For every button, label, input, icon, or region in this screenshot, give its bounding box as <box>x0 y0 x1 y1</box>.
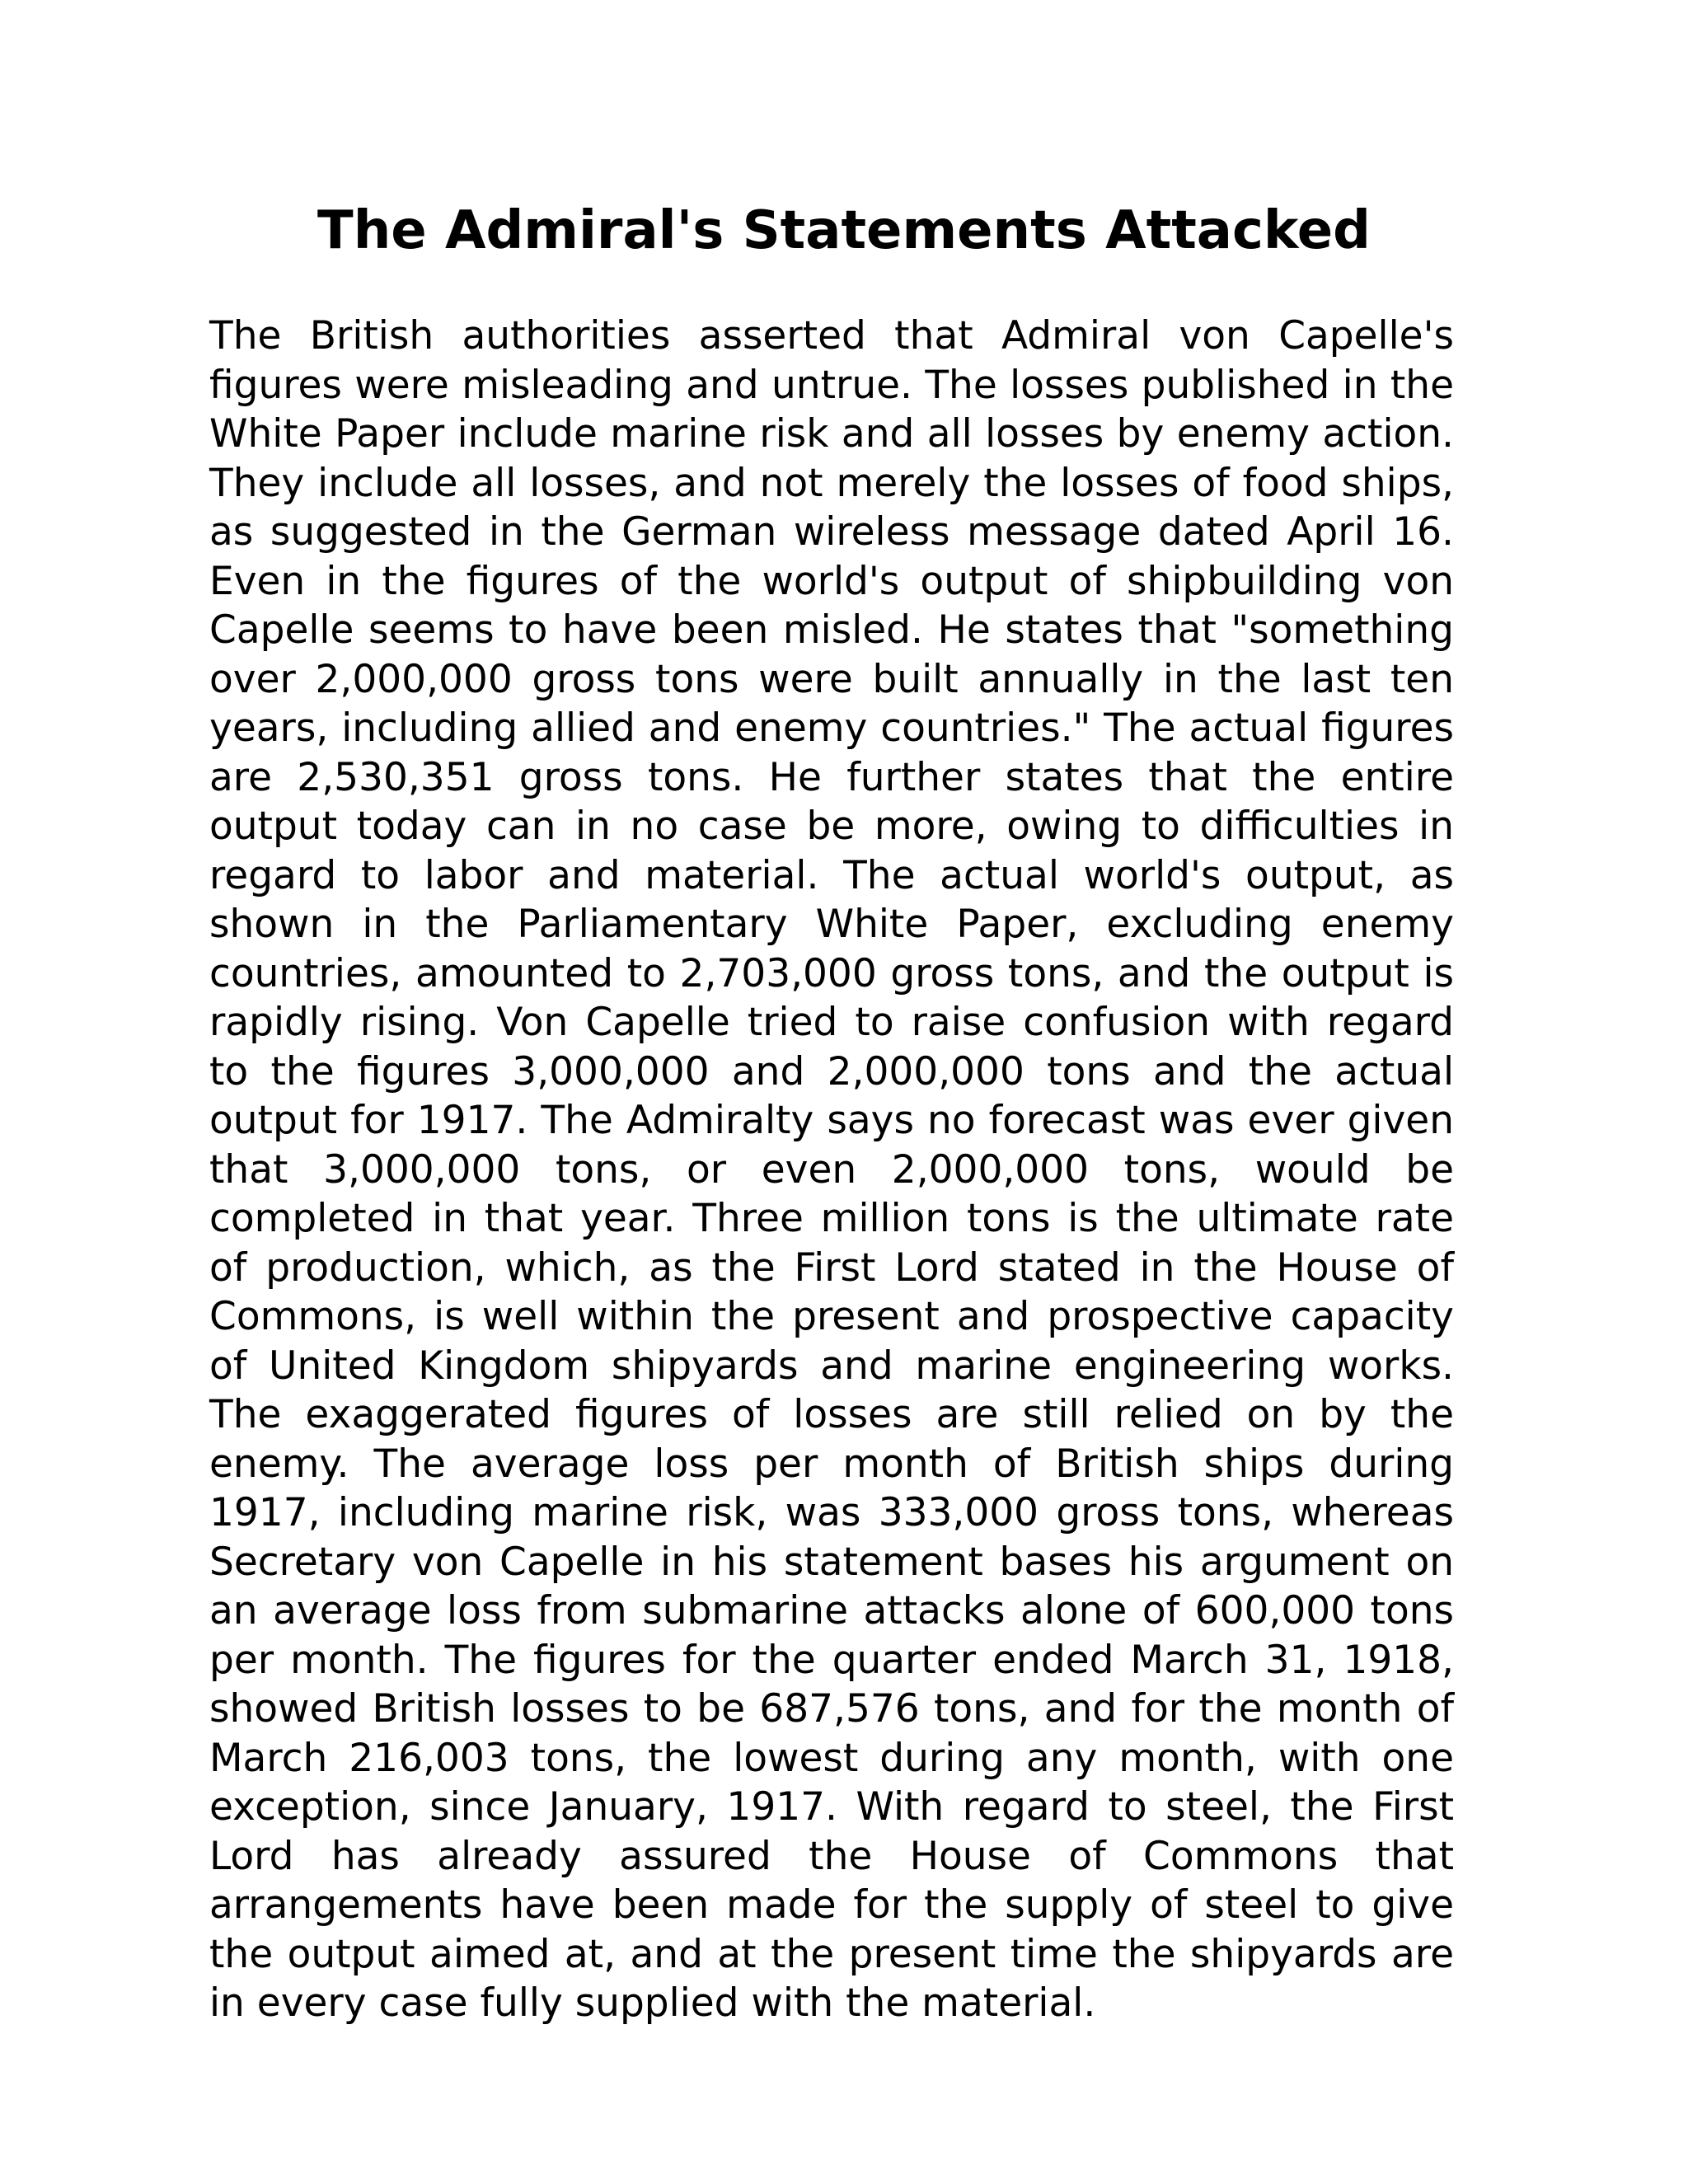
page-title: The Admiral's Statements Attacked <box>317 200 1371 261</box>
body-paragraph: The British authorities asserted that Admiral von Capelle's figures were misleading and untrue. The losses published in the White Paper include marine risk and all losses by enemy action. They include all losses, and not merely the losses of food ships, as suggested in the German wireless message dated April 16. Even in the figures of the world's output of shipbuilding von Capelle seems to have been misled. He states that "something over 2,000,000 gross tons were built annually in the last ten years, including allied and enemy countries." The actual figures are 2,530,351 gross tons. He further states that the entire output today can in no case be more, owing to difficulties in regard to labor and material. The actual world's output, as shown in the Parliamentary White Paper, excluding enemy countries, amounted to 2,703,000 gross tons, and the output is rapidly rising. Von Capelle tried to raise confusion with regard to the figures 3,000,000 and 2,000,000 tons and the actual output for 1917. The Admiralty says no forecast was ever given that 3,000,000 tons, or even 2,000,000 tons, would be completed in that year. Three million tons is the ultimate rate of production, which, as the First Lord stated in the House of Commons, is well within the present and prospective capacity of United Kingdom shipyards and marine engineering works. The exaggerated figures of losses are still relied on by the enemy. The average loss per month of British ships during 1917, including marine risk, was 333,000 gross tons, whereas Secretary von Capelle in his statement bases his argument on an average loss from submarine attacks alone of 600,000 tons per month. The figures for the quarter ended March 31, 1918, showed British losses to be 687,576 tons, and for the month of March 216,003 tons, the lowest during any month, with one exception, since January, 1917. With regard to steel, the First Lord has already assured the House of Commons that arrangements have been made for the supply of steel to give the output aimed at, and at the present time the shipyards are in every case fully supplied with the material. <box>209 313 1454 2026</box>
